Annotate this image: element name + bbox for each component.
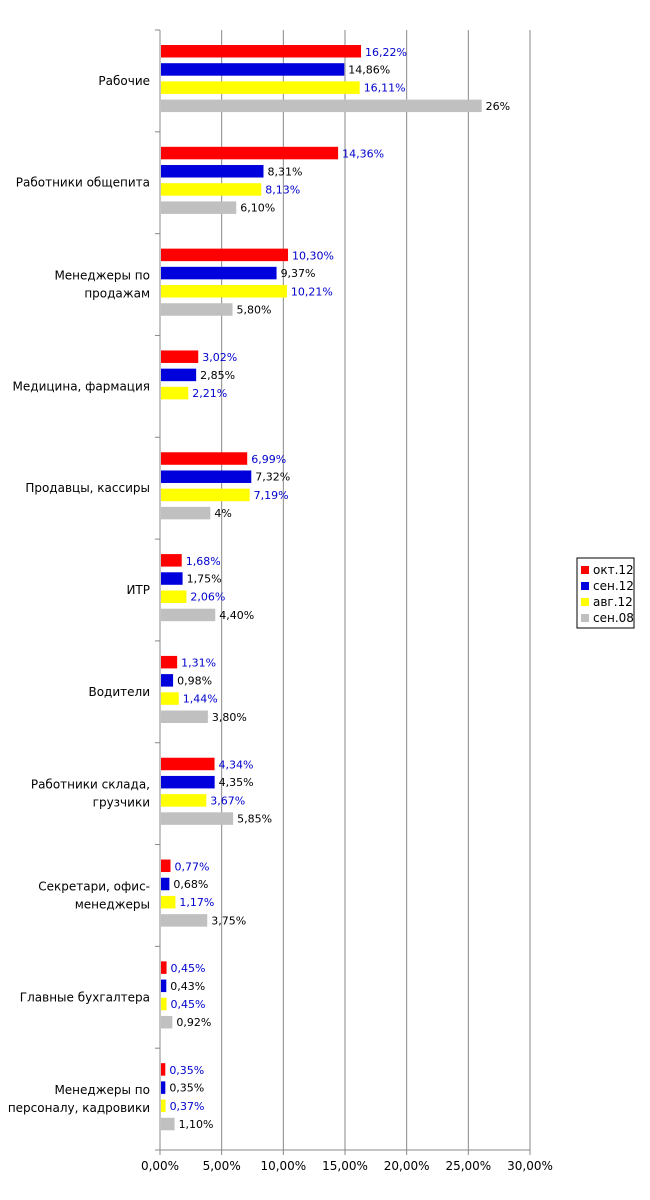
bar: [161, 267, 277, 280]
bar: [161, 609, 215, 622]
data-label: 3,02%: [202, 351, 238, 365]
data-label: 5,80%: [236, 303, 272, 317]
data-label: 0,77%: [174, 860, 210, 874]
data-label: 3,67%: [210, 794, 246, 808]
data-label: 4,40%: [219, 608, 255, 622]
bar: [161, 350, 198, 363]
bar: [161, 590, 186, 603]
x-tick-label: 25,00%: [445, 1159, 492, 1173]
bar: [161, 489, 250, 502]
bar: [161, 878, 169, 891]
x-tick-label: 5,00%: [202, 1159, 241, 1173]
legend-swatch: [581, 598, 589, 606]
data-label: 4,35%: [218, 776, 254, 790]
bar: [161, 470, 251, 483]
legend-swatch: [581, 566, 589, 574]
bar: [161, 165, 263, 178]
data-label: 1,17%: [179, 896, 215, 910]
legend-swatch: [581, 614, 589, 622]
bar: [161, 692, 179, 705]
bar: [161, 961, 167, 974]
data-label: 14,36%: [342, 147, 385, 161]
data-label: 0,98%: [177, 674, 213, 688]
data-label: 1,75%: [186, 572, 222, 586]
bar: [161, 980, 166, 993]
x-tick-label: 0,00%: [140, 1159, 180, 1173]
bar: [161, 674, 173, 687]
data-label: 0,43%: [170, 979, 206, 993]
bar: [161, 572, 183, 585]
gridlines: [222, 30, 530, 1150]
data-label: 16,22%: [365, 45, 407, 59]
data-label: 5,85%: [237, 812, 273, 826]
bar: [161, 656, 177, 669]
data-label: 6,10%: [240, 201, 276, 215]
bar: [161, 1016, 172, 1029]
data-label: 2,85%: [200, 368, 236, 382]
bar: [161, 1063, 165, 1076]
bar: [161, 303, 233, 316]
data-label: 8,13%: [265, 183, 301, 197]
x-tick-label: 10,00%: [260, 1159, 307, 1173]
data-label: 1,10%: [178, 1118, 214, 1132]
bar: [161, 776, 215, 789]
data-label: 0,35%: [169, 1063, 205, 1077]
bar: [161, 285, 287, 298]
bar: [161, 554, 182, 567]
legend: [577, 558, 634, 628]
axes: [8, 30, 553, 1173]
bar: [161, 914, 207, 927]
data-label: 0,35%: [169, 1081, 205, 1095]
bar: [161, 45, 361, 58]
data-label: 3,75%: [211, 914, 247, 928]
data-label: 6,99%: [251, 453, 287, 467]
data-label: 2,21%: [192, 387, 228, 401]
data-label: 10,30%: [292, 249, 334, 263]
category-label: Продавцы, кассиры: [25, 481, 150, 496]
bar: [161, 201, 236, 214]
bar: [161, 100, 482, 113]
bar: [161, 452, 247, 465]
bar: [161, 1100, 166, 1113]
legend-entry: окт.12: [593, 563, 634, 577]
bar: [161, 507, 210, 520]
category-label: Рабочие: [98, 73, 150, 88]
data-label: 0,68%: [173, 877, 209, 891]
data-label: 8,31%: [267, 165, 303, 179]
bar: [161, 1081, 165, 1094]
data-label: 2,06%: [190, 590, 226, 604]
data-label: 0,45%: [170, 962, 206, 976]
data-label: 4%: [214, 507, 232, 521]
data-label: 0,45%: [170, 998, 206, 1012]
data-label: 10,21%: [290, 285, 333, 299]
bar: [161, 81, 360, 94]
data-label: 1,44%: [182, 692, 218, 706]
bar: [161, 249, 288, 261]
data-label: 26%: [485, 99, 511, 113]
data-label: 3,80%: [211, 710, 247, 724]
bar: [161, 812, 233, 825]
legend-entry: сен.12: [593, 579, 634, 593]
x-tick-label: 30,00%: [507, 1159, 553, 1173]
category-label: Водители: [88, 684, 150, 699]
bar: [161, 896, 175, 909]
bar: [161, 1118, 175, 1131]
bar: [161, 758, 215, 771]
category-label: Менеджеры по продажам: [54, 268, 150, 301]
data-label: 16,11%: [363, 81, 406, 95]
legend-entry: сен.08: [593, 611, 634, 625]
bar: [161, 794, 206, 807]
category-label: Работники общепита: [15, 175, 150, 190]
bar: [161, 711, 208, 724]
data-label: 0,37%: [169, 1099, 205, 1113]
category-label: ИТР: [126, 583, 150, 597]
bar: [161, 369, 196, 382]
x-tick-label: 15,00%: [322, 1159, 368, 1173]
data-label: 1,31%: [181, 656, 217, 670]
data-label: 9,37%: [280, 267, 316, 281]
bars: [161, 45, 482, 1130]
category-label: Работники склада, грузчики: [30, 777, 150, 810]
bar: [161, 998, 167, 1011]
bar: [161, 183, 261, 196]
bar: [161, 387, 188, 400]
data-label: 1,68%: [185, 554, 221, 568]
legend-entry: авг.12: [593, 595, 633, 609]
data-label: 7,19%: [253, 488, 289, 502]
bar: [161, 860, 170, 873]
bar: [161, 147, 338, 160]
data-label: 7,32%: [255, 470, 291, 484]
data-label: 0,92%: [176, 1016, 212, 1030]
legend-swatch: [581, 582, 589, 590]
bar: [161, 63, 344, 75]
category-label: Медицина, фармация: [12, 379, 150, 394]
data-label: 14,86%: [348, 63, 391, 77]
data-label: 4,34%: [218, 758, 254, 772]
category-label: Менеджеры по персоналу, кадровики: [7, 1083, 150, 1116]
x-tick-label: 20,00%: [383, 1159, 430, 1173]
category-label: Главные бухгалтера: [19, 990, 150, 1005]
category-label: Секретари, офис-менеджеры: [38, 879, 150, 912]
